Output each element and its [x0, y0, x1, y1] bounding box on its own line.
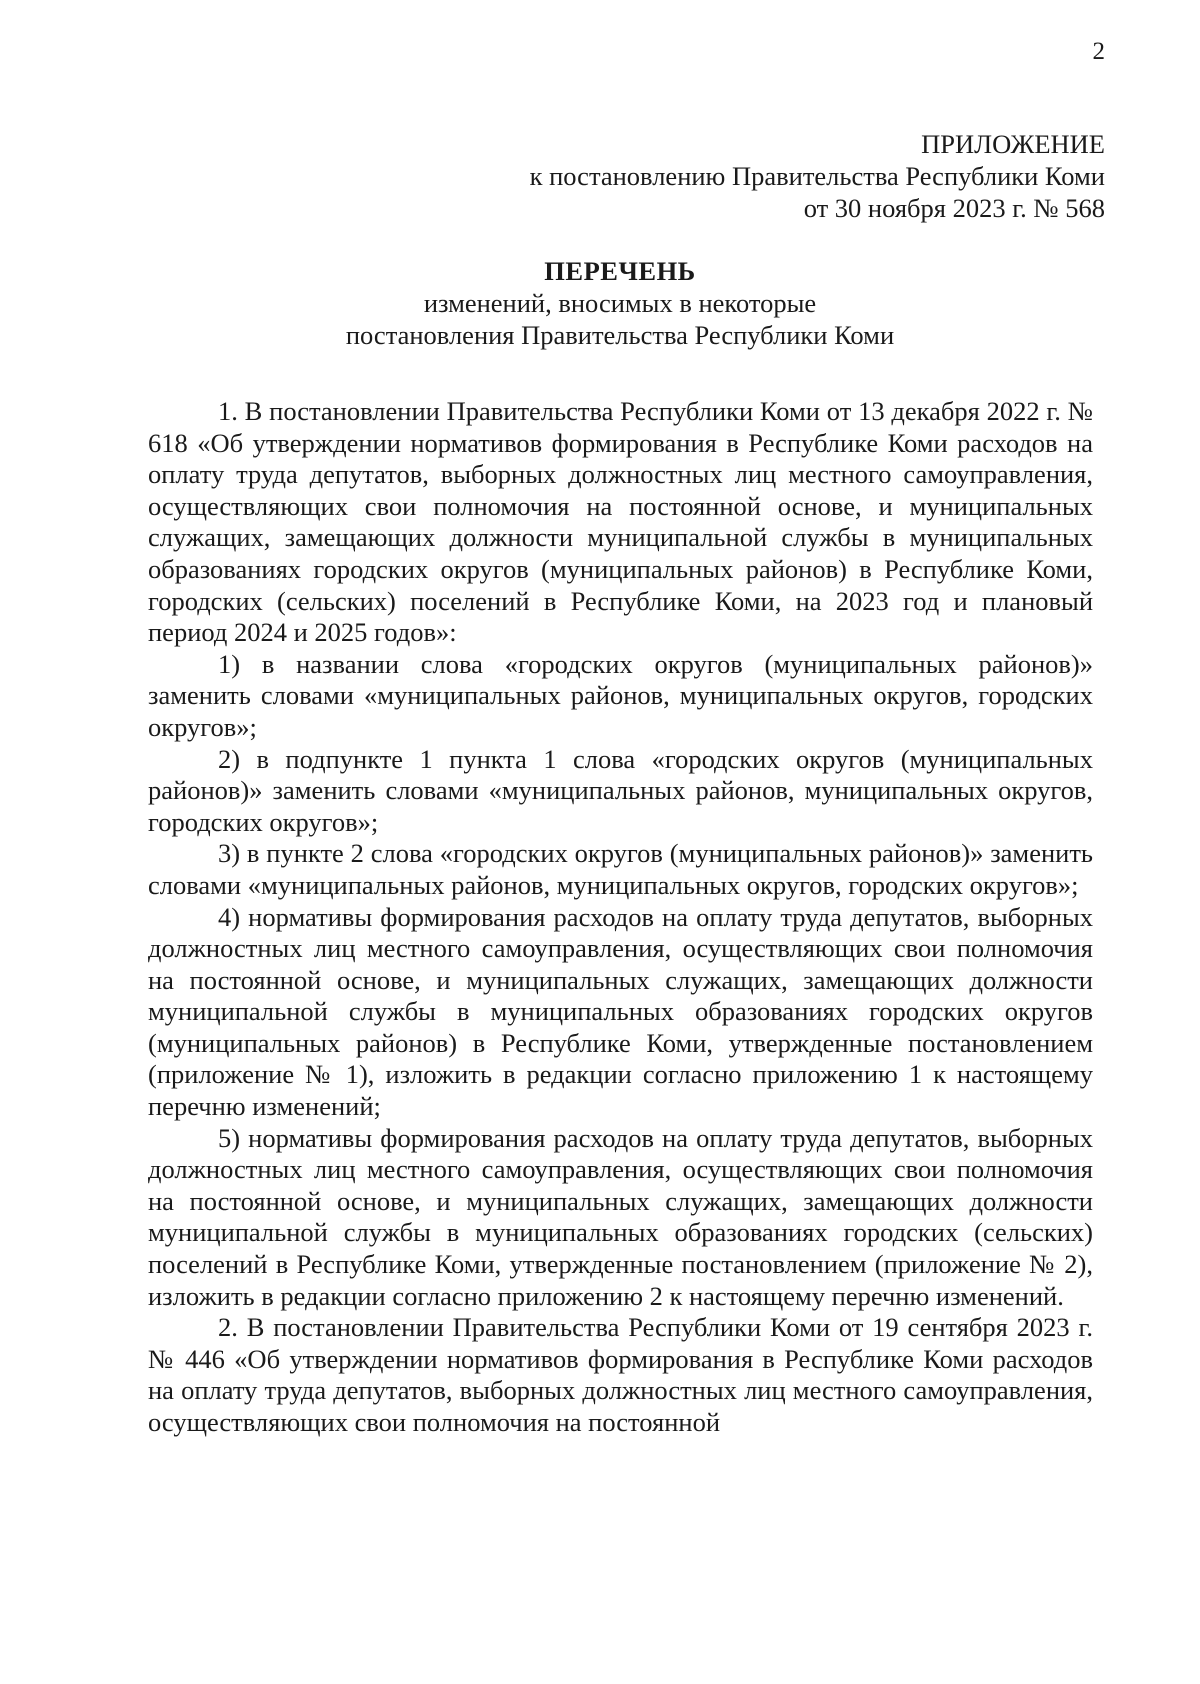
paragraph-1: 1. В постановлении Правительства Республики Коми от 13 декабря 2022 г. № 618 «Об утверждении нормативов формирования в Республике Коми расходов на оплату труда депутатов, выборных должностных лиц местного самоуправления, осуществляющих свои полномочия на постоянной основе, и муниципальных служащих, замещающих должности муниципальной службы в муниципальных образованиях городских округов (муниципальных районов) в Республике Коми, городских (сельских) поселений в Республике Коми, на 2023 год и плановый период 2024 и 2025 годов»:: [148, 396, 1093, 648]
paragraph-1-sub-3: 3) в пункте 2 слова «городских округов (муниципальных районов)» заменить словами «муниципальных районов, муниципальных округов, городских округов»;: [148, 838, 1093, 900]
paragraph-2: 2. В постановлении Правительства Республики Коми от 19 сентября 2023 г. № 446 «Об утверждении нормативов формирования в Республике Коми расходов на оплату труда депутатов, выборных должностных лиц местного самоуправления, осуществляющих свои полномочия на постоянной: [148, 1312, 1093, 1437]
document-heading: [0, 255, 1200, 351]
paragraph-1-sub-1: 1) в названии слова «городских округов (муниципальных районов)» заменить словами «муниципальных районов, муниципальных округов, городских округов»;: [148, 648, 1093, 742]
document-body: [148, 396, 1093, 1439]
page-number: 2: [1092, 38, 1105, 65]
paragraph-1-sub-4: 4) нормативы формирования расходов на оплату труда депутатов, выборных должностных лиц местного самоуправления, осуществляющих свои полномочия на постоянной основе, и муниципальных служащих, замещающих должности муниципальной службы в муниципальных образованиях городских округов (муниципальных районов) в Республике Коми, утвержденные постановлением (приложение № 1), изложить в редакции согласно приложению 1 к настоящему перечню изменений;: [148, 901, 1093, 1122]
document-title: ПЕРЕЧЕНЬ: [544, 256, 696, 286]
appendix-label: ПРИЛОЖЕНИЕ: [921, 129, 1105, 159]
appendix-line-1: к постановлению Правительства Республики Коми: [529, 161, 1105, 191]
document-subtitle-1: изменений, вносимых в некоторые: [423, 288, 817, 318]
appendix-line-2: от 30 ноября 2023 г. № 568: [803, 193, 1105, 223]
paragraph-1-sub-5: 5) нормативы формирования расходов на оплату труда депутатов, выборных должностных лиц местного самоуправления, осуществляющих свои полномочия на постоянной основе, и муниципальных служащих, замещающих должности муниципальной службы в муниципальных образованиях городских (сельских) поселений в Республике Коми, утвержденные постановлением (приложение № 2), изложить в редакции согласно приложению 2 к настоящему перечню изменений.: [148, 1122, 1093, 1311]
document-subtitle-2: постановления Правительства Республики Коми: [345, 320, 895, 350]
appendix-block: [530, 128, 1105, 224]
paragraph-1-sub-2: 2) в подпункте 1 пункта 1 слова «городских округов (муниципальных районов)» заменить словами «муниципальных районов, муниципальных округов, городских округов»;: [148, 743, 1093, 837]
